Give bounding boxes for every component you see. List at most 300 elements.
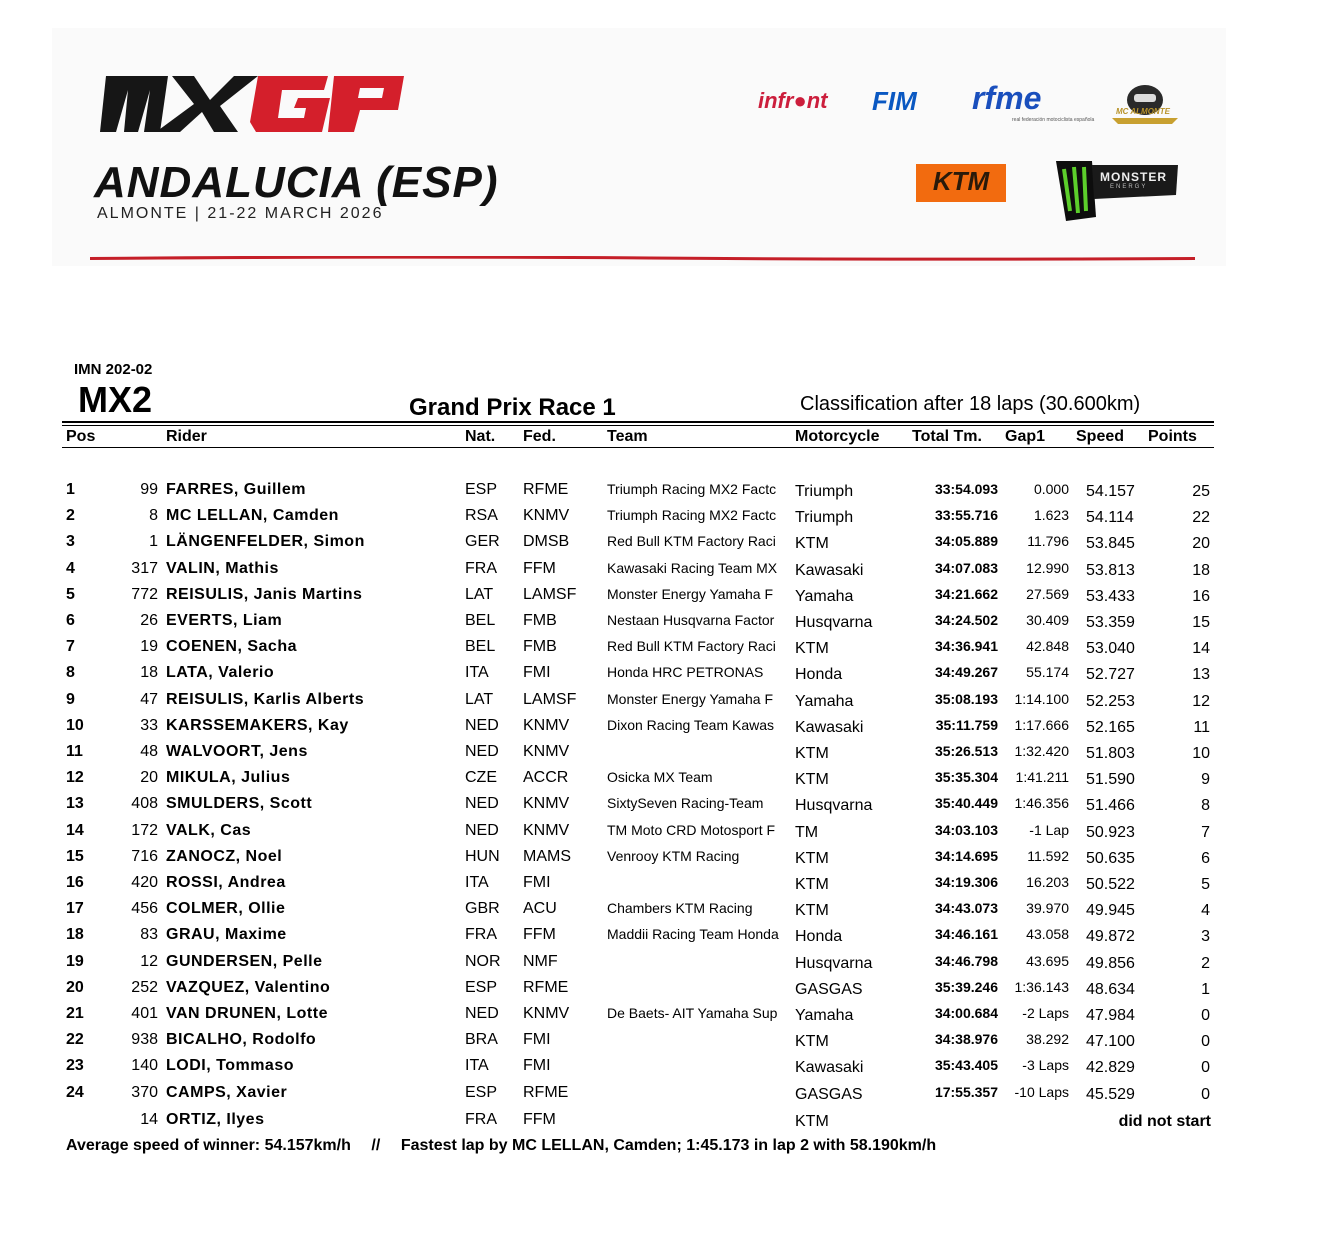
rider-team: Honda HRC PETRONAS [607,664,764,680]
rider-number: 317 [131,560,158,577]
rider-name: ROSSI, Andrea [166,874,286,891]
rider-nationality: ITA [465,1057,489,1074]
result-row [0,717,1338,743]
rider-position: 11 [66,743,83,760]
rider-number: 401 [131,1005,158,1022]
rider-speed: 51.590 [1086,771,1135,788]
rider-total-time: 34:21.662 [934,586,998,602]
rider-gap: 1:41.211 [1015,769,1069,785]
race-footer [66,1137,936,1155]
rider-nationality: ESP [465,979,498,996]
rider-name: EVERTS, Liam [166,612,283,629]
rider-nationality: BRA [465,1031,498,1048]
rider-total-time: 34:14.695 [934,848,998,864]
column-header-pos: Pos [66,428,96,445]
energy-logo-text: ENERGY [1110,184,1148,190]
rider-gap: 38.292 [1026,1031,1069,1047]
rider-gap: 1:36.143 [1014,979,1069,995]
rider-total-time: 35:26.513 [934,743,998,759]
result-row [0,795,1338,821]
rider-motorcycle: Kawasaki [795,562,864,579]
rider-number: 47 [140,691,158,708]
rider-team: Osicka MX Team [607,769,713,785]
rfme-logo: rfme [972,80,1042,116]
rider-motorcycle: KTM [795,902,829,919]
rider-federation: KNMV [523,743,570,760]
rider-team: Triumph Racing MX2 Factc [607,507,777,523]
rider-number: 938 [131,1031,158,1048]
rider-motorcycle: Yamaha [795,588,854,605]
rider-speed: 50.522 [1086,876,1135,893]
rider-position: 20 [66,979,84,996]
rider-nationality: NED [465,795,499,812]
rider-federation: FFM [523,560,556,577]
rider-federation: ACCR [523,769,569,786]
fastest-lap: Fastest lap by MC LELLAN, Camden; 1:45.173 in lap 2 with 58.190km/h [400,1137,937,1154]
rider-federation: KNMV [523,822,570,839]
rider-federation: ACU [523,900,557,917]
rider-gap: 55.174 [1026,664,1069,680]
imn-code: IMN 202-02 [74,361,153,378]
rider-federation: LAMSF [523,586,577,603]
rider-number: 1 [149,533,158,550]
rider-motorcycle: Honda [795,666,843,683]
rider-points: 5 [1201,876,1210,893]
rider-federation: FMI [523,1057,551,1074]
rider-gap: -2 Laps [1022,1005,1069,1021]
rider-name: ZANOCZ, Noel [166,848,283,865]
column-header-motorcycle: Motorcycle [795,428,880,445]
rider-name: LATA, Valerio [166,664,275,681]
result-row [0,612,1338,638]
rider-points: 8 [1201,797,1210,814]
rider-total-time: 34:00.684 [934,1005,998,1021]
rider-number: 12 [140,953,158,970]
rider-name: GRAU, Maxime [166,926,287,943]
rider-gap: 1.623 [1033,507,1069,523]
ktm-logo-text: KTM [932,166,990,196]
rider-name: GUNDERSEN, Pelle [166,953,323,970]
rider-speed: 54.157 [1086,483,1135,500]
result-row [0,586,1338,612]
rider-name: VAN DRUNEN, Lotte [166,1005,328,1022]
rider-motorcycle: KTM [795,876,829,893]
rider-team: Triumph Racing MX2 Factc [607,481,777,497]
rider-position: 3 [66,533,75,550]
rider-points: 0 [1201,1033,1210,1050]
rider-name: VALIN, Mathis [166,560,279,577]
rider-points: 18 [1192,562,1210,579]
rider-gap: 12.990 [1026,560,1069,576]
rider-federation: KNMV [523,795,570,812]
rider-number: 18 [140,664,158,681]
rider-name: MIKULA, Julius [166,769,291,786]
rider-number: 716 [131,848,158,865]
rider-total-time: 33:55.716 [934,507,998,523]
rider-team: Maddii Racing Team Honda [607,926,779,942]
rider-total-time: 35:11.759 [935,717,998,733]
rider-speed: 49.856 [1086,955,1135,972]
rider-motorcycle: KTM [795,850,829,867]
rider-speed: 52.253 [1086,693,1135,710]
rider-total-time: 34:07.083 [934,560,998,576]
rider-nationality: LAT [465,691,494,708]
rider-federation: LAMSF [523,691,577,708]
rider-speed: 50.635 [1086,850,1135,867]
result-row [0,1031,1338,1057]
rider-motorcycle: Triumph [795,509,854,526]
rider-position: 15 [66,848,84,865]
rider-number: 26 [140,612,158,629]
rider-number: 33 [140,717,158,734]
rider-name: FARRES, Guillem [166,481,306,498]
rider-points: 12 [1192,693,1210,710]
rider-gap: 39.970 [1026,900,1069,916]
rider-position: 21 [66,1005,84,1022]
rider-gap: 16.203 [1026,874,1069,890]
rider-points: 6 [1201,850,1210,867]
rider-speed: 53.040 [1086,640,1135,657]
rider-motorcycle: KTM [795,535,829,552]
rider-motorcycle: KTM [795,1033,829,1050]
rider-total-time: 34:38.976 [934,1031,998,1047]
rider-name: WALVOORT, Jens [166,743,308,760]
rider-speed: 51.466 [1086,797,1135,814]
rider-speed: 52.165 [1086,719,1135,736]
rider-position: 22 [66,1031,84,1048]
rider-speed: 48.634 [1086,981,1135,998]
rider-total-time: 34:46.798 [934,953,998,969]
rider-team: TM Moto CRD Motosport F [607,822,776,838]
rider-nationality: ESP [465,481,498,498]
rider-name: SMULDERS, Scott [166,795,313,812]
rider-number: 83 [140,926,158,943]
rider-federation: RFME [523,481,569,498]
rider-gap: 1:17.666 [1014,717,1069,733]
rider-number: 99 [140,481,158,498]
rider-nationality: ITA [465,874,489,891]
classification-info: Classification after 18 laps (30.600km) [800,393,1141,415]
rider-gap: 11.796 [1027,533,1069,549]
result-row [0,1084,1338,1110]
rider-total-time: 34:43.073 [934,900,998,916]
rfme-subtitle: real federación motociclista española [1012,117,1095,123]
rider-position: 6 [66,612,75,629]
rider-federation: FFM [523,1111,556,1128]
monster-logo-text: MONSTER [1100,170,1167,184]
rider-number: 172 [131,822,158,839]
rider-nationality: GBR [465,900,500,917]
rider-position: 13 [66,795,84,812]
rider-nationality: FRA [465,560,497,577]
rider-nationality: LAT [465,586,494,603]
rider-number: 456 [131,900,158,917]
rider-total-time: 35:43.405 [934,1057,998,1073]
rider-points: 3 [1201,928,1210,945]
rider-number: 48 [140,743,158,760]
rider-federation: FMI [523,874,551,891]
rider-name: MC LELLAN, Camden [166,507,339,524]
rider-speed: 53.433 [1086,588,1135,605]
rider-gap: 1:32.420 [1014,743,1069,759]
rider-gap: -3 Laps [1022,1057,1069,1073]
rider-nationality: CZE [465,769,497,786]
rider-motorcycle: Yamaha [795,1007,854,1024]
rider-position: 5 [66,586,75,603]
rider-points: 7 [1201,824,1210,841]
rider-number: 14 [140,1111,158,1128]
rider-total-time: 17:55.357 [934,1084,998,1100]
rider-federation: KNMV [523,1005,570,1022]
rider-motorcycle: Husqvarna [795,614,873,631]
rider-nationality: NED [465,822,499,839]
rider-total-time: 34:03.103 [934,822,998,838]
rider-team: Kawasaki Racing Team MX [607,560,778,576]
rider-total-time: 34:19.306 [934,874,998,890]
rider-points: 0 [1201,1059,1210,1076]
footer-separator: // [371,1137,381,1154]
rider-federation: NMF [523,953,558,970]
rider-motorcycle: KTM [795,640,829,657]
column-header-fed: Fed. [523,428,556,445]
rider-points: 4 [1201,902,1210,919]
result-row [0,664,1338,690]
rider-position: 18 [66,926,84,943]
rider-motorcycle: Kawasaki [795,1059,864,1076]
rider-total-time: 34:36.941 [934,638,998,654]
result-row [0,560,1338,586]
rider-position: 23 [66,1057,84,1074]
rider-nationality: NOR [465,953,501,970]
rider-federation: KNMV [523,507,570,524]
rider-nationality: FRA [465,926,497,943]
rider-position: 12 [66,769,84,786]
dns-row [0,1111,1338,1137]
rider-number: 20 [140,769,158,786]
rider-speed: 52.727 [1086,666,1135,683]
rider-total-time: 35:08.193 [934,691,998,707]
rider-total-time: 34:49.267 [934,664,998,680]
rider-name: REISULIS, Janis Martins [166,586,363,603]
rider-points: 25 [1192,483,1210,500]
rider-position: 1 [66,481,75,498]
rider-gap: 0.000 [1033,481,1069,497]
rider-name: VAZQUEZ, Valentino [166,979,331,996]
rider-speed: 45.529 [1086,1086,1135,1103]
event-subtitle: ALMONTE | 21-22 MARCH 2026 [97,205,384,222]
rider-federation: FFM [523,926,556,943]
rider-points: 14 [1192,640,1210,657]
rider-nationality: NED [465,717,499,734]
rider-position: 10 [66,717,84,734]
column-header-rider: Rider [166,428,207,445]
rider-points: 2 [1201,955,1210,972]
rider-name: CAMPS, Xavier [166,1084,288,1101]
rider-nationality: NED [465,743,499,760]
rider-points: 16 [1192,588,1210,605]
rider-points: 13 [1192,666,1210,683]
column-header-gap: Gap1 [1005,428,1046,445]
rider-position: 9 [66,691,75,708]
rider-team: Red Bull KTM Factory Raci [607,533,776,549]
rider-gap: 27.569 [1026,586,1069,602]
rider-number: 420 [131,874,158,891]
category-title: MX2 [78,379,153,420]
rider-federation: FMB [523,612,557,629]
rider-motorcycle: Honda [795,928,843,945]
result-row [0,848,1338,874]
rider-speed: 47.100 [1086,1033,1135,1050]
result-row [0,507,1338,533]
result-row [0,743,1338,769]
rider-nationality: FRA [465,1111,497,1128]
rider-name: LÄNGENFELDER, Simon [166,533,365,550]
rider-name: KARSSEMAKERS, Kay [166,717,349,734]
rider-nationality: GER [465,533,500,550]
fim-logo: FIM [872,86,917,116]
rider-gap: 11.592 [1027,848,1069,864]
rider-motorcycle: Kawasaki [795,719,864,736]
rider-team: Venrooy KTM Racing [607,848,740,864]
rider-total-time: 34:46.161 [934,926,998,942]
rider-name: COLMER, Ollie [166,900,286,917]
result-row [0,953,1338,979]
rider-nationality: ITA [465,664,489,681]
event-title: ANDALUCIA (ESP) [94,158,499,207]
rider-points: 10 [1192,745,1210,762]
result-row [0,638,1338,664]
rider-nationality: BEL [465,638,496,655]
result-row [0,1005,1338,1031]
rider-motorcycle: Husqvarna [795,955,873,972]
result-row [0,691,1338,717]
rider-number: 19 [140,638,158,655]
column-header-speed: Speed [1076,428,1125,445]
rider-points: 22 [1192,509,1210,526]
result-row [0,900,1338,926]
rider-name: BICALHO, Rodolfo [166,1031,317,1048]
column-header-total-time: Total Tm. [912,428,982,445]
rider-number: 140 [131,1057,158,1074]
rider-points: 1 [1201,981,1210,998]
column-header-points: Points [1148,428,1197,445]
rider-position: 7 [66,638,75,655]
rider-name: REISULIS, Karlis Alberts [166,691,365,708]
infront-logo: infr●nt [758,88,828,113]
result-row [0,874,1338,900]
rider-motorcycle: TM [795,824,819,841]
rider-speed: 53.845 [1086,535,1135,552]
rider-number: 252 [131,979,158,996]
rider-motorcycle: GASGAS [795,1086,863,1103]
rider-federation: FMI [523,1031,551,1048]
rider-federation: KNMV [523,717,570,734]
rider-speed: 42.829 [1086,1059,1135,1076]
column-header-team: Team [607,428,648,445]
rider-team: Chambers KTM Racing [607,900,753,916]
rider-federation: RFME [523,979,569,996]
rider-number: 8 [149,507,158,524]
rider-speed: 49.872 [1086,928,1135,945]
rider-team: Monster Energy Yamaha F [607,691,774,707]
rider-gap: 43.058 [1026,926,1069,942]
rider-points: 9 [1201,771,1210,788]
rider-position: 14 [66,822,84,839]
rider-team: De Baets- AIT Yamaha Sup [607,1005,778,1021]
rider-points: 0 [1201,1086,1210,1103]
rider-gap: -10 Laps [1014,1084,1069,1100]
rider-motorcycle: Yamaha [795,693,854,710]
rider-name: COENEN, Sacha [166,638,297,655]
rider-nationality: HUN [465,848,500,865]
rider-speed: 54.114 [1086,509,1134,526]
rider-total-time: 35:40.449 [934,795,998,811]
rider-points: 20 [1192,535,1210,552]
result-row [0,769,1338,795]
rider-speed: 51.803 [1086,745,1135,762]
rider-points: 0 [1201,1007,1210,1024]
rider-team: Monster Energy Yamaha F [607,586,774,602]
race-name: Grand Prix Race 1 [409,394,616,421]
rider-gap: 42.848 [1026,638,1069,654]
result-row [0,1057,1338,1083]
dns-status: did not start [1118,1113,1211,1130]
rider-position: 16 [66,874,84,891]
rider-position: 19 [66,953,84,970]
rider-federation: FMI [523,664,551,681]
rider-nationality: RSA [465,507,498,524]
rider-speed: 53.813 [1086,562,1135,579]
rider-federation: RFME [523,1084,569,1101]
rider-motorcycle: Husqvarna [795,797,873,814]
rider-total-time: 34:05.889 [934,533,998,549]
rider-team: Red Bull KTM Factory Raci [607,638,776,654]
rider-name: ORTIZ, Ilyes [166,1111,265,1128]
rider-name: VALK, Cas [166,822,252,839]
rider-gap: 1:46.356 [1014,795,1069,811]
rider-number: 370 [131,1084,158,1101]
rider-position: 4 [66,560,75,577]
rider-total-time: 34:24.502 [934,612,998,628]
rider-number: 772 [131,586,158,603]
rider-motorcycle: KTM [795,1113,829,1130]
rider-motorcycle: Triumph [795,483,854,500]
rider-number: 408 [131,795,158,812]
rider-total-time: 33:54.093 [934,481,998,497]
rider-federation: MAMS [523,848,571,865]
result-row [0,533,1338,559]
column-header-nat: Nat. [465,428,496,445]
rider-motorcycle: GASGAS [795,981,863,998]
rider-total-time: 35:35.304 [934,769,998,785]
rider-speed: 53.359 [1086,614,1135,631]
rider-nationality: NED [465,1005,499,1022]
rider-points: 11 [1193,719,1210,736]
rider-federation: DMSB [523,533,570,550]
average-speed: Average speed of winner: 54.157km/h [66,1137,351,1154]
rider-total-time: 35:39.246 [934,979,998,995]
rider-name: LODI, Tommaso [166,1057,294,1074]
rider-position: 24 [66,1084,84,1101]
rider-federation: FMB [523,638,557,655]
result-row [0,926,1338,952]
rider-position: 2 [66,507,75,524]
rider-speed: 50.923 [1086,824,1135,841]
rider-team: Dixon Racing Team Kawas [607,717,775,733]
rider-speed: 47.984 [1086,1007,1135,1024]
almonte-logo-text: MC ALMONTE [1116,107,1170,116]
rider-position: 8 [66,664,75,681]
